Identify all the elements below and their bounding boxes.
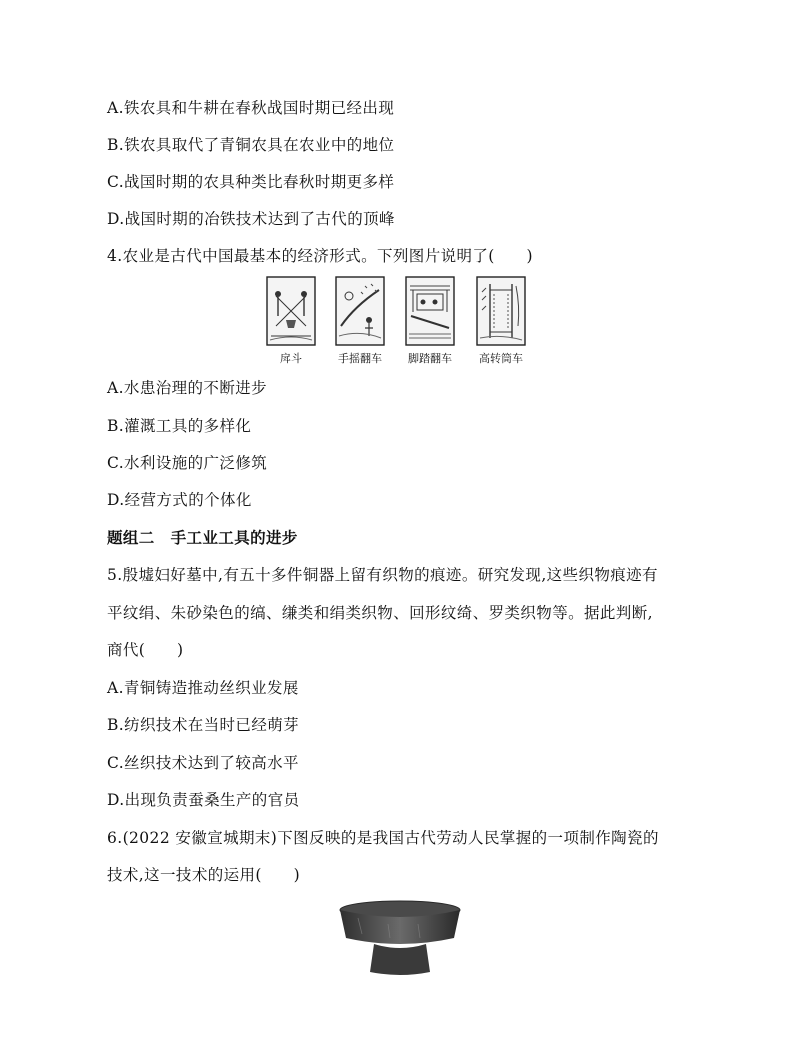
- q4-option-a: A.水患治理的不断进步: [107, 379, 268, 397]
- q3-option-b: B.铁农具取代了青铜农具在农业中的地位: [107, 136, 395, 154]
- q5-stem-line-3: 商代( ): [107, 641, 184, 659]
- q5-option-b: B.纺织技术在当时已经萌芽: [107, 716, 300, 734]
- caption-hudou: 戽斗: [280, 352, 302, 365]
- figure-hudou: [266, 276, 316, 365]
- q5-option-c: C.丝织技术达到了较高水平: [107, 754, 299, 772]
- figure-shouyao-fanche: [335, 276, 385, 365]
- pottery-vessel-photo: [338, 898, 462, 982]
- q5-option-d: D.出现负责蚕桑生产的官员: [107, 791, 300, 809]
- figure-jiaota-fanche: [405, 276, 455, 365]
- q4-stem: 4.农业是古代中国最基本的经济形式。下列图片说明了( ): [107, 247, 533, 265]
- q3-option-c: C.战国时期的农具种类比春秋时期更多样: [107, 173, 395, 191]
- caption-jiaota-fanche: 脚踏翻车: [408, 352, 452, 365]
- q4-option-b: B.灌溉工具的多样化: [107, 417, 252, 435]
- q5-stem-line-1: 5.殷墟妇好墓中,有五十多件铜器上留有织物的痕迹。研究发现,这些织物痕迹有: [107, 566, 658, 584]
- q5-stem-line-2: 平纹绢、朱砂染色的缟、缣类和绢类织物、回形纹绮、罗类织物等。据此判断,: [107, 604, 653, 622]
- q6-stem-line-1: 6.(2022 安徽宣城期末)下图反映的是我国古代劳动人民掌握的一项制作陶瓷的: [107, 829, 659, 847]
- q4-option-d: D.经营方式的个体化: [107, 491, 252, 509]
- jiaota-fanche-illustration: [405, 276, 455, 346]
- gaozhuan-tongche-illustration: [476, 276, 526, 346]
- q4-option-c: C.水利设施的广泛修筑: [107, 454, 268, 472]
- shouyao-fanche-illustration: [335, 276, 385, 346]
- hudou-illustration: [266, 276, 316, 346]
- caption-shouyao-fanche: 手摇翻车: [338, 352, 382, 365]
- q6-stem-line-2: 技术,这一技术的运用( ): [107, 866, 301, 884]
- caption-gaozhuan-tongche: 高转筒车: [479, 352, 523, 365]
- figure-gaozhuan-tongche: [476, 276, 526, 365]
- q3-option-d: D.战国时期的冶铁技术达到了古代的顶峰: [107, 210, 395, 228]
- section-heading: 题组二 手工业工具的进步: [107, 529, 298, 547]
- q3-option-a: A.铁农具和牛耕在春秋战国时期已经出现: [107, 99, 395, 117]
- q5-option-a: A.青铜铸造推动丝织业发展: [107, 679, 299, 697]
